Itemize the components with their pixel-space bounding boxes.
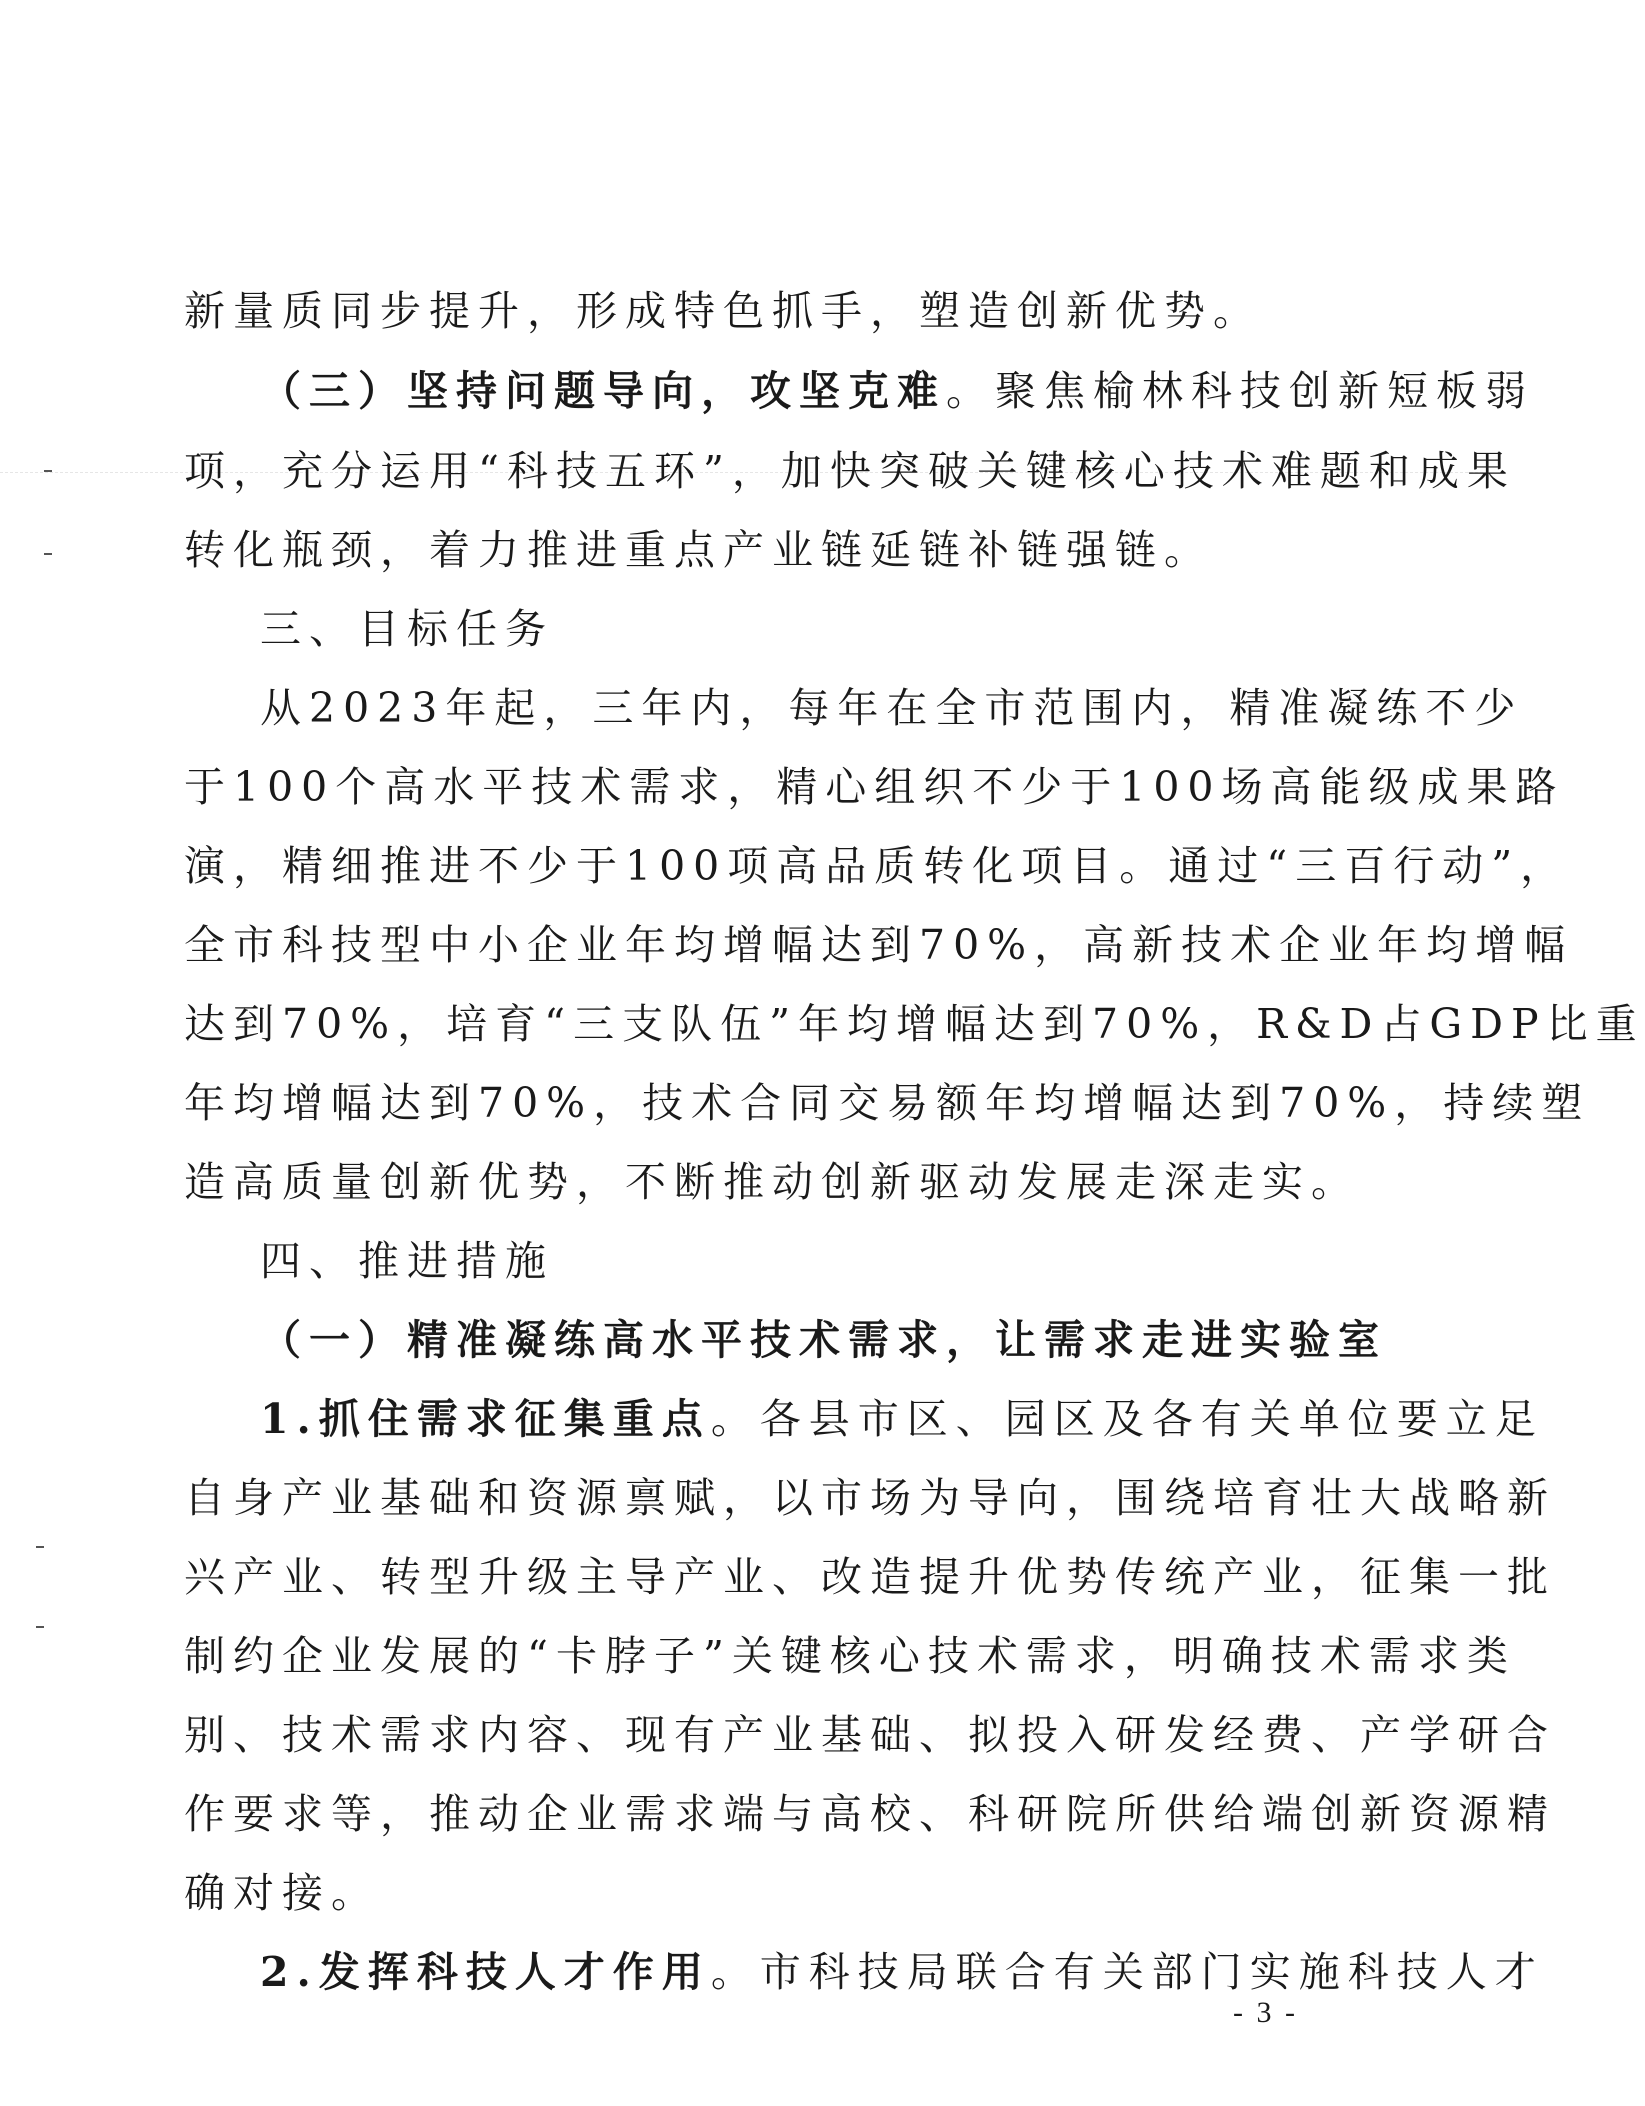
body-line: 制约企业发展的“卡脖子”关键核心技术需求，明确技术需求类 (184, 1632, 1516, 1680)
body-line: 自身产业基础和资源禀赋，以市场为导向，围绕培育壮大战略新 (184, 1474, 1556, 1522)
body-line: 作要求等，推动企业需求端与高校、科研院所供给端创新资源精 (184, 1790, 1556, 1838)
item-paragraph-opening (260, 1390, 1544, 1448)
margin-mark (36, 1626, 44, 1628)
subsection-heading: （一）精准凝练高水平技术需求，让需求走进实验室 (260, 1316, 1387, 1364)
section-heading: 四、推进措施 (260, 1237, 554, 1285)
body-line: 从2023年起，三年内，每年在全市范围内，精准凝练不少 (260, 684, 1524, 732)
page-number: - 3 - (1233, 1996, 1298, 2029)
section-heading: 三、目标任务 (260, 605, 554, 653)
body-line: 转化瓶颈，着力推进重点产业链延链补链强链。 (184, 526, 1213, 574)
item-heading: 1.抓住需求征集重点 (260, 1395, 711, 1443)
margin-mark (44, 553, 52, 555)
body-line: 兴产业、转型升级主导产业、改造提升优势传统产业，征集一批 (184, 1553, 1556, 1601)
body-line: 达到70%，培育“三支队伍”年均增幅达到70%，R&D占GDP比重 (184, 1000, 1645, 1048)
body-text: 。各县市区、园区及各有关单位要立足 (710, 1395, 1544, 1443)
body-line: 年均增幅达到70%，技术合同交易额年均增幅达到70%，持续塑 (184, 1079, 1591, 1127)
body-text: 。市科技局联合有关部门实施科技人才 (710, 1948, 1544, 1996)
body-text: 。聚焦榆林科技创新短板弱 (946, 367, 1534, 415)
body-line: 造高质量创新优势，不断推动创新驱动发展走深走实。 (184, 1158, 1360, 1206)
section-paragraph-opening (260, 362, 1534, 420)
body-line: 别、技术需求内容、现有产业基础、拟投入研发经费、产学研合 (184, 1711, 1556, 1759)
body-line: 确对接。 (184, 1869, 380, 1917)
body-line: 于100个高水平技术需求，精心组织不少于100场高能级成果路 (184, 763, 1565, 811)
subsection-heading: （三）坚持问题导向，攻坚克难 (260, 367, 946, 415)
item-paragraph-opening (260, 1943, 1544, 2001)
body-line: 演，精细推进不少于100项高品质转化项目。通过“三百行动”， (184, 842, 1570, 890)
body-line: 项，充分运用“科技五环”，加快突破关键核心技术难题和成果 (184, 447, 1516, 495)
body-line: 全市科技型中小企业年均增幅达到70%，高新技术企业年均增幅 (184, 921, 1574, 969)
margin-mark (44, 470, 52, 472)
item-heading: 2.发挥科技人才作用 (260, 1948, 711, 1996)
margin-mark (36, 1546, 44, 1548)
body-line: 新量质同步提升，形成特色抓手，塑造创新优势。 (184, 287, 1262, 335)
